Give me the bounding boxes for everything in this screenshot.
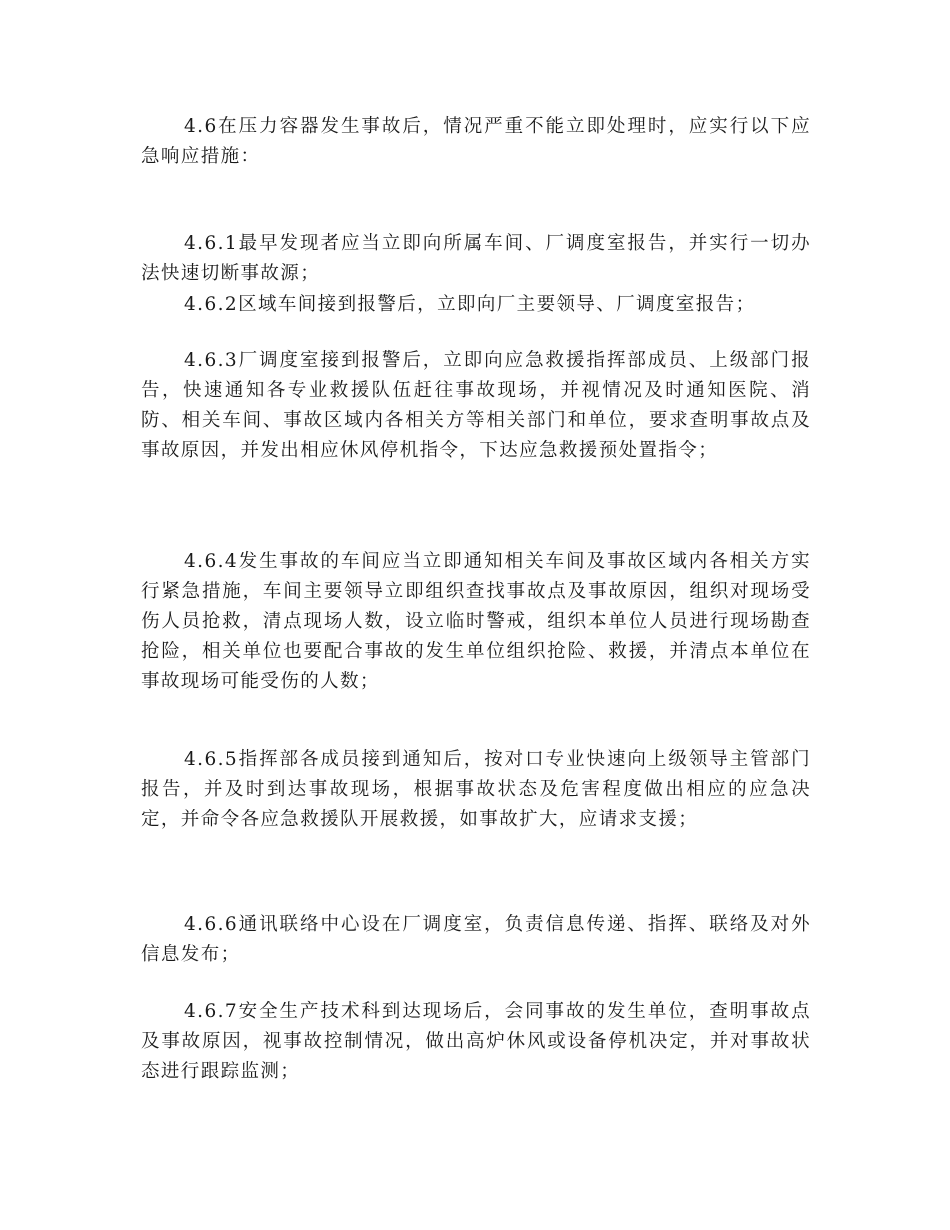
paragraph-4-6-3: 4.6.3厂调度室接到报警后，立即向应急救援指挥部成员、上级部门报告，快速通知各专业救援队伍赶往事故现场，并视情况及时通知医院、消防、相关车间、事故区域内各相关方等相关部门和单位，要求查明事故点及事故原因，并发出相应休风停机指令，下达应急救援预处置指令； <box>141 350 811 461</box>
paragraph-4-6-2: 4.6.2区域车间接到报警后，立即向厂主要领导、厂调度室报告； <box>184 294 756 315</box>
paragraph-4-6: 4.6在压力容器发生事故后，情况严重不能立即处理时，应实行以下应急响应措施： <box>141 116 811 167</box>
paragraph-4-6-1: 4.6.1最早发现者应当立即向所属车间、厂调度室报告，并实行一切办法快速切断事故源； <box>141 233 811 284</box>
paragraph-4-6-5: 4.6.5指挥部各成员接到通知后，按对口专业快速向上级领导主管部门报告，并及时到达事故现场，根据事故状态及危害程度做出相应的应急决定，并命令各应急救援队开展救援，如事故扩大，应请求支援； <box>141 749 811 830</box>
paragraph-4-6-4: 4.6.4发生事故的车间应当立即通知相关车间及事故区域内各相关方实行紧急措施，车间主要领导立即组织查找事故点及事故原因，组织对现场受伤人员抢救，清点现场人数，设立临时警戒，组织本单位人员进行现场勘查抢险，相关单位也要配合事故的发生单位组织抢险、救援，并清点本单位在事故现场可能受伤的人数； <box>141 551 811 692</box>
paragraph-4-6-7: 4.6.7安全生产技术科到达现场后，会同事故的发生单位，查明事故点及事故原因，视事故控制情况，做出高炉休风或设备停机决定，并对事故状态进行跟踪监测； <box>141 1001 811 1082</box>
paragraph-4-6-6: 4.6.6通讯联络中心设在厂调度室，负责信息传递、指挥、联络及对外信息发布； <box>141 914 811 965</box>
